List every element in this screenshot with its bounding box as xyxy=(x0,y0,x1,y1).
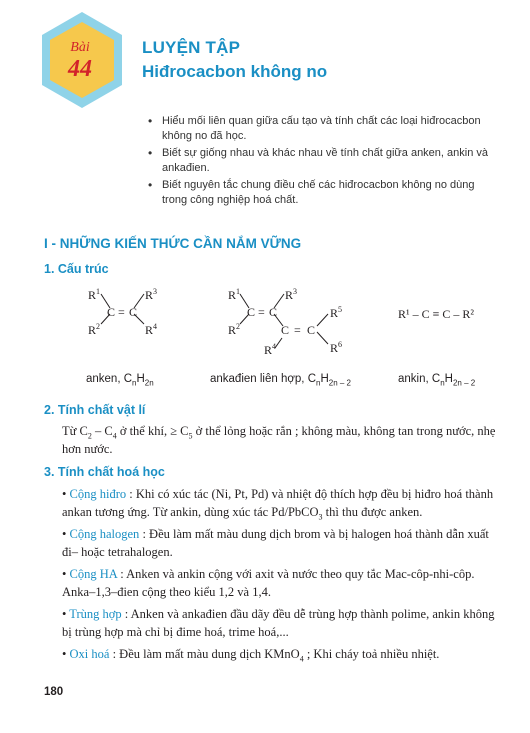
ankadien-r2: $R^2$ xyxy=(228,322,241,337)
goal-item: • Hiểu mối liên quan giữa cấu tạo và tính chất các loại hiđrocacbon không no đã học. xyxy=(148,114,493,144)
page-subtitle: Hiđrocacbon không no xyxy=(142,62,328,81)
physical-text: Từ $C_2 - C_4$ ở thể khí, ≥ $C_5$ ở thể lỏng hoặc rắn ; không màu, không tan trong nước, nhẹ hơn nước. xyxy=(62,424,496,456)
chemical-item: • Cộng HA : Anken và ankin cộng với axit và nước theo quy tắc Mac-côp-nhi-côp. Anka–1,3–đien cộng theo kiểu 1,2 và 1,4. xyxy=(62,567,475,599)
subheading-physical: 2. Tính chất vật lí xyxy=(44,403,146,417)
ankadien-r1: $R^1$ xyxy=(228,287,241,302)
ankadien-double-bond-2: = xyxy=(294,323,301,337)
anken-c2: C xyxy=(129,305,138,319)
subheading-chemical: 3. Tính chất hoá học xyxy=(44,465,165,479)
caption-ankin: ankin, $C_nH_{2n - 2}$ xyxy=(398,373,476,388)
lesson-word: Bài xyxy=(70,40,90,55)
ankadien-c1: C xyxy=(247,305,256,319)
anken-r2: $R^2$ xyxy=(88,322,101,337)
chemical-list xyxy=(62,485,500,667)
goal-item: • Biết sự giống nhau và khác nhau về tính chất giữa anken, ankin và ankađien. xyxy=(148,146,493,176)
chemical-item: • Cộng hiđro : Khi có xúc tác (Ni, Pt, Pd) và nhiệt độ thích hợp đều bị hiđro hoá thành ankan tương ứng. Từ ankin, dùng xúc tác Pd/PbCO$_3$ thì thu được anken. xyxy=(62,487,494,522)
caption-ankadien: ankađien liên hợp, $C_nH_{2n - 2}$ xyxy=(210,373,352,388)
anken-r3: $R^3$ xyxy=(145,287,158,302)
chemical-item: • Oxi hoá : Đều làm mất màu dung dịch KMnO$_4$ ; Khi cháy toả nhiều nhiệt. xyxy=(62,647,440,664)
anken-r1: $R^1$ xyxy=(88,287,101,302)
anken-r4: $R^4$ xyxy=(145,322,158,337)
goal-item: • Biết nguyên tắc chung điều chế các hiđrocacbon không no dùng trong công nghiệp hoá chất. xyxy=(148,178,493,208)
goals-list xyxy=(148,114,493,210)
page-number: 180 xyxy=(44,686,64,698)
caption-anken: anken, $C_nH_{2n}$ xyxy=(86,373,154,388)
subheading-structure: 1. Cấu trúc xyxy=(44,262,109,276)
ankadien-r3: $R^3$ xyxy=(285,287,298,302)
ankadien-c3: C xyxy=(281,323,290,337)
section-heading: I - NHỮNG KIẾN THỨC CẦN NẮM VỮNG xyxy=(44,236,302,251)
ankadien-double-bond-1: = xyxy=(258,305,265,319)
ankin-formula: R¹ – C ≡ C – R² xyxy=(398,307,474,321)
chemical-item: • Trùng hợp : Anken và ankađien đầu dãy đều dễ trùng hợp thành polime, ankin không bị trùng hợp mà chỉ bị đime hoá, trime hoá,... xyxy=(62,607,495,639)
chemical-item: • Cộng halogen : Đều làm mất màu dung dịch brom và bị halogen hoá thành dẫn xuất đi– hoặc tetrahalogen. xyxy=(62,527,489,559)
anken-c1: C xyxy=(107,305,116,319)
page-title: LUYỆN TẬP xyxy=(142,38,241,57)
ankadien-c4: C xyxy=(307,323,316,337)
lesson-number: 44 xyxy=(68,56,92,82)
ankadien-r6: $R^6$ xyxy=(330,340,343,355)
ankadien-r4: $R^4$ xyxy=(264,342,277,357)
ankadien-c2: C xyxy=(269,305,278,319)
ankadien-r5: $R^5$ xyxy=(330,305,343,320)
anken-double-bond: = xyxy=(118,305,125,319)
